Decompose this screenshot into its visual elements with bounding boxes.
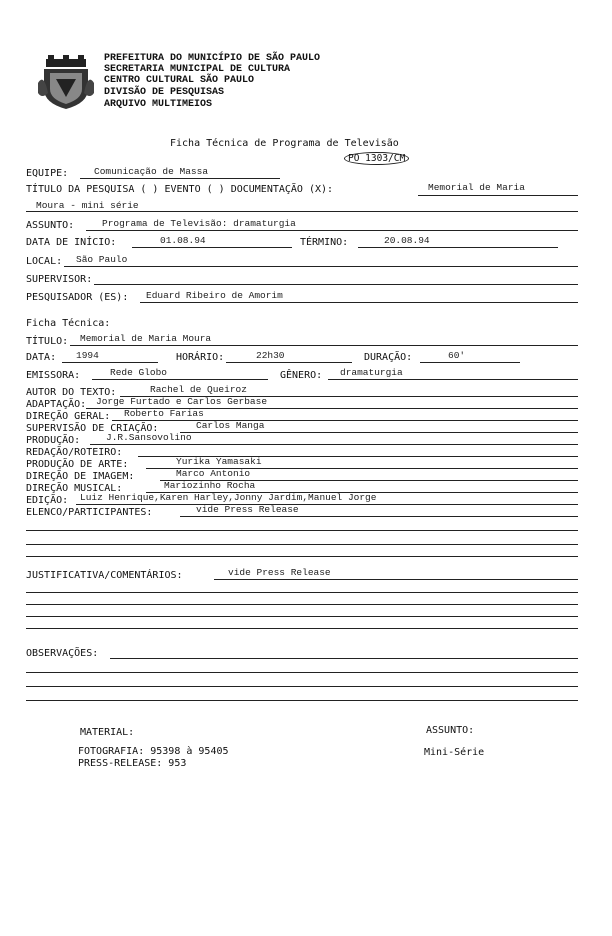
ficha-producao-arte-label: PRODUÇÃO DE ARTE:: [26, 459, 129, 470]
data-inicio-value: 01.08.94: [160, 235, 206, 246]
ficha-elenco-label: ELENCO/PARTICIPANTES:: [26, 507, 153, 518]
supervisor-label: SUPERVISOR:: [26, 274, 93, 285]
assunto-value: Programa de Televisão: dramaturgia: [102, 218, 296, 229]
ficha-direcao-geral-label: DIREÇÃO GERAL:: [26, 411, 111, 422]
equipe-label: EQUIPE:: [26, 168, 69, 179]
ficha-elenco-value: vide Press Release: [196, 504, 299, 515]
ficha-supervisao-label: SUPERVISÃO DE CRIAÇÃO:: [26, 423, 159, 434]
header-line-2: SECRETARIA MUNICIPAL DE CULTURA: [104, 64, 291, 75]
data-inicio-label: DATA DE INÍCIO:: [26, 237, 117, 248]
header-line-4: DIVISÃO DE PESQUISAS: [104, 87, 225, 98]
material-line-2: PRESS-RELEASE: 953: [78, 758, 187, 769]
assunto-label: ASSUNTO:: [26, 220, 75, 231]
form-title: Ficha Técnica de Programa de Televisão: [170, 138, 399, 149]
ficha-producao-arte-value: Yurika Yamasaki: [176, 456, 262, 467]
ficha-titulo-value: Memorial de Maria Moura: [80, 333, 212, 344]
titulo-pesquisa-label: TÍTULO DA PESQUISA ( ) EVENTO ( ) DOCUMENTAÇÃO (X):: [26, 184, 334, 195]
header-line-5: ARQUIVO MULTIMEIOS: [104, 99, 213, 110]
local-value: São Paulo: [76, 254, 128, 265]
assunto-final-heading: ASSUNTO:: [426, 725, 475, 736]
ficha-data-value: 1994: [76, 350, 99, 361]
equipe-value: Comunicação de Massa: [94, 166, 209, 177]
pesquisador-value: Eduard Ribeiro de Amorim: [146, 290, 283, 301]
ficha-emissora-value: Rede Globo: [110, 367, 168, 378]
ficha-adaptacao-label: ADAPTAÇÃO:: [26, 399, 87, 410]
ficha-adaptacao-value: Jorge Furtado e Carlos Gerbase: [96, 396, 268, 407]
ficha-autor-label: AUTOR DO TEXTO:: [26, 387, 117, 398]
ficha-direcao-musical-label: DIREÇÃO MUSICAL:: [26, 483, 123, 494]
justificativa-value: vide Press Release: [228, 567, 331, 578]
ficha-edicao-value: Luiz Henrique,Karen Harley,Jonny Jardim,Manuel Jorge: [80, 492, 377, 503]
local-label: LOCAL:: [26, 256, 63, 267]
pesquisador-label: PESQUISADOR (ES):: [26, 292, 129, 303]
ficha-producao-value: J.R.Sansovolino: [106, 432, 192, 443]
observacoes-label: OBSERVAÇÕES:: [26, 648, 99, 659]
header-line-1: PREFEITURA DO MUNICÍPIO DE SÃO PAULO: [104, 53, 321, 64]
ficha-horario-value: 22h30: [256, 350, 285, 361]
ficha-direcao-geral-value: Roberto Farias: [124, 408, 204, 419]
ficha-direcao-musical-value: Mariozinho Rocha: [164, 480, 256, 491]
ficha-genero-value: dramaturgia: [340, 367, 403, 378]
material-heading: MATERIAL:: [80, 727, 135, 738]
ficha-heading: Ficha Técnica:: [26, 318, 111, 329]
ficha-data-label: DATA:: [26, 352, 57, 363]
titulo-pesquisa-value-2: Moura - mini série: [36, 200, 139, 211]
termino-label: TÉRMINO:: [300, 237, 349, 248]
ficha-duracao-value: 60': [448, 350, 466, 361]
ficha-edicao-label: EDIÇÃO:: [26, 495, 69, 506]
reference-stamp: PO 1303/CM: [344, 152, 409, 165]
ficha-direcao-imagem-label: DIREÇÃO DE IMAGEM:: [26, 471, 135, 482]
ficha-titulo-label: TÍTULO:: [26, 336, 69, 347]
titulo-pesquisa-value: Memorial de Maria: [428, 182, 525, 193]
ficha-duracao-label: DURAÇÃO:: [364, 352, 413, 363]
ficha-redacao-label: REDAÇÃO/ROTEIRO:: [26, 447, 123, 458]
ficha-emissora-label: EMISSORA:: [26, 370, 81, 381]
coat-of-arms-icon: [38, 53, 94, 111]
justificativa-label: JUSTIFICATIVA/COMENTÁRIOS:: [26, 570, 183, 581]
material-line-1: FOTOGRAFIA: 95398 à 95405: [78, 746, 229, 757]
ficha-horario-label: HORÁRIO:: [176, 352, 225, 363]
assunto-final-value: Mini-Série: [424, 747, 485, 758]
header-line-3: CENTRO CULTURAL SÃO PAULO: [104, 75, 255, 86]
ficha-supervisao-value: Carlos Manga: [196, 420, 265, 431]
ficha-direcao-imagem-value: Marco Antonio: [176, 468, 251, 479]
termino-value: 20.08.94: [384, 235, 430, 246]
ficha-genero-label: GÊNERO:: [280, 370, 323, 381]
ficha-producao-label: PRODUÇÃO:: [26, 435, 81, 446]
ficha-autor-value: Rachel de Queiroz: [150, 384, 247, 395]
